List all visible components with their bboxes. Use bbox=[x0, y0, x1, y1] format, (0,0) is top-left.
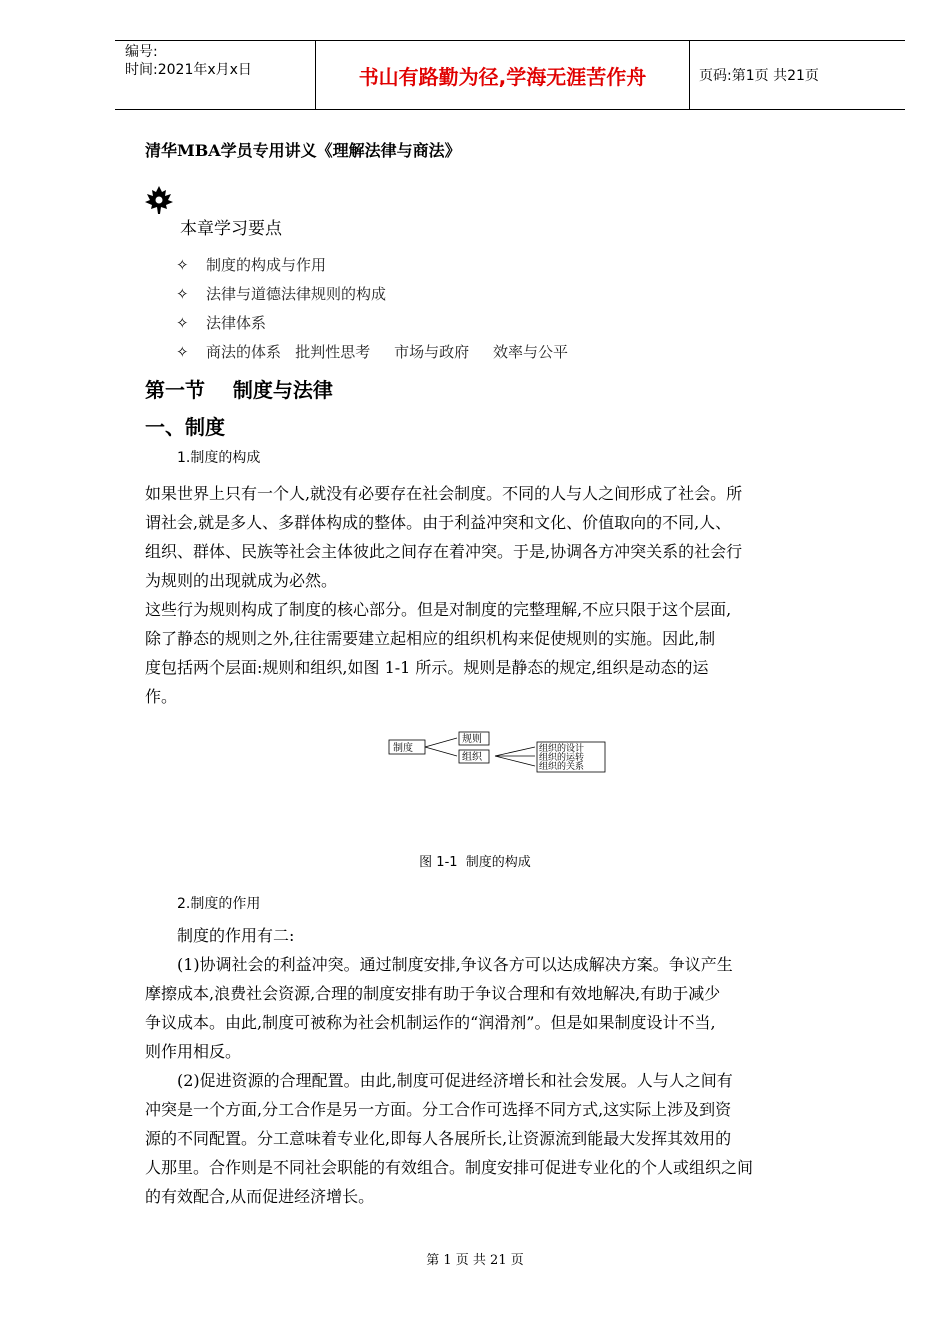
diagram-arrow bbox=[425, 747, 457, 756]
text-line: 除了静态的规则之外,往往需要建立起相应的组织机构来促使规则的实施。因此,制 bbox=[145, 629, 716, 648]
page-header bbox=[115, 40, 905, 110]
text-line: 这些行为规则构成了制度的核心部分。但是对制度的完整理解,不应只限于这个层面, bbox=[145, 600, 732, 619]
list-item: ✧ 制度的构成与作用 bbox=[176, 256, 327, 274]
figure-caption: 图 1-1 制度的构成 bbox=[419, 855, 531, 870]
text-line: 为规则的出现就成为必然。 bbox=[145, 571, 338, 590]
diagram-arrow bbox=[495, 747, 535, 756]
header-meta bbox=[125, 43, 252, 79]
text-line: 组织、群体、民族等社会主体彼此之间存在着冲突。于是,协调各方冲突关系的社会行 bbox=[145, 542, 743, 561]
header-page-info: 页码:第1页 共21页 bbox=[699, 68, 819, 84]
list-item: ✧ 法律体系 bbox=[176, 314, 267, 332]
text-line: 争议成本。由此,制度可被称为社会机制运作的“润滑剂”。但是如果制度设计不当, bbox=[145, 1013, 716, 1032]
text-line: 则作用相反。 bbox=[145, 1042, 242, 1061]
list-item: ✧ 法律与道德法律规则的构成 bbox=[176, 285, 387, 303]
text-line: (1)协调社会的利益冲突。通过制度安排,争议各方可以达成解决方案。争议产生 bbox=[177, 955, 733, 974]
header-number-label: 编号: bbox=[125, 44, 158, 60]
text-line: 制度的作用有二: bbox=[177, 926, 295, 945]
text-line: 人那里。合作则是不同社会职能的有效组合。制度安排可促进专业化的个人或组织之间 bbox=[145, 1158, 754, 1177]
diamond-bullet-icon: ✧ bbox=[176, 285, 189, 303]
diagram-arrow bbox=[495, 756, 535, 766]
document-title: 清华MBA学员专用讲义《理解法律与商法》 bbox=[145, 141, 461, 160]
subsection-title: 1.制度的构成 bbox=[177, 450, 261, 466]
list-item: ✧ 商法的体系 批判性思考 市场与政府 效率与公平 bbox=[176, 343, 568, 361]
diagram-root-label: 制度 bbox=[393, 743, 413, 754]
subsection-heading: 一、制度 bbox=[145, 415, 225, 439]
text-line: 源的不同配置。分工意味着专业化,即每人各展所长,让资源流到能最大发挥其效用的 bbox=[145, 1129, 732, 1148]
diagram-leaf-label: 组织的运转 bbox=[539, 753, 585, 763]
page-footer: 第 1 页 共 21 页 bbox=[426, 1253, 524, 1268]
text-line: 谓社会,就是多人、多群体构成的整体。由于利益冲突和文化、价值取向的不同,人、 bbox=[145, 513, 732, 532]
key-points-title: 本章学习要点 bbox=[180, 219, 282, 239]
diagram-leaf-label: 组织的关系 bbox=[539, 762, 585, 772]
subsection-title: 2.制度的作用 bbox=[177, 896, 261, 912]
header-motto: 书山有路勤为径,学海无涯苦作舟 bbox=[358, 65, 647, 89]
diagram-branch-label: 规则 bbox=[462, 734, 482, 745]
section-heading: 第一节 制度与法律 bbox=[145, 378, 333, 402]
text-line: 冲突是一个方面,分工合作是另一方面。分工合作可选择不同方式,这实际上涉及到资 bbox=[145, 1100, 732, 1119]
header-time-label: 时间:2021年x月x日 bbox=[125, 62, 252, 78]
text-line: 如果世界上只有一个人,就没有必要存在社会制度。不同的人与人之间形成了社会。所 bbox=[145, 484, 743, 503]
institution-diagram bbox=[385, 728, 615, 778]
text-line: 的有效配合,从而促进经济增长。 bbox=[145, 1187, 375, 1206]
header-divider bbox=[689, 41, 690, 109]
diagram-branch-label: 组织 bbox=[462, 752, 482, 763]
paragraph-functions bbox=[145, 921, 880, 1211]
diagram-leaf-label: 组织的设计 bbox=[539, 744, 585, 754]
maple-leaf-icon bbox=[144, 185, 174, 215]
diamond-bullet-icon: ✧ bbox=[176, 256, 189, 274]
diagram-arrow bbox=[425, 738, 457, 747]
diamond-bullet-icon: ✧ bbox=[176, 314, 189, 332]
text-line: 度包括两个层面:规则和组织,如图 1-1 所示。规则是静态的规定,组织是动态的运 bbox=[145, 658, 709, 677]
text-line: 摩擦成本,浪费社会资源,合理的制度安排有助于争议合理和有效地解决,有助于减少 bbox=[145, 984, 721, 1003]
paragraph-composition bbox=[145, 479, 880, 711]
diamond-bullet-icon: ✧ bbox=[176, 343, 189, 361]
text-line: (2)促进资源的合理配置。由此,制度可促进经济增长和社会发展。人与人之间有 bbox=[177, 1071, 733, 1090]
text-line: 作。 bbox=[145, 687, 178, 706]
